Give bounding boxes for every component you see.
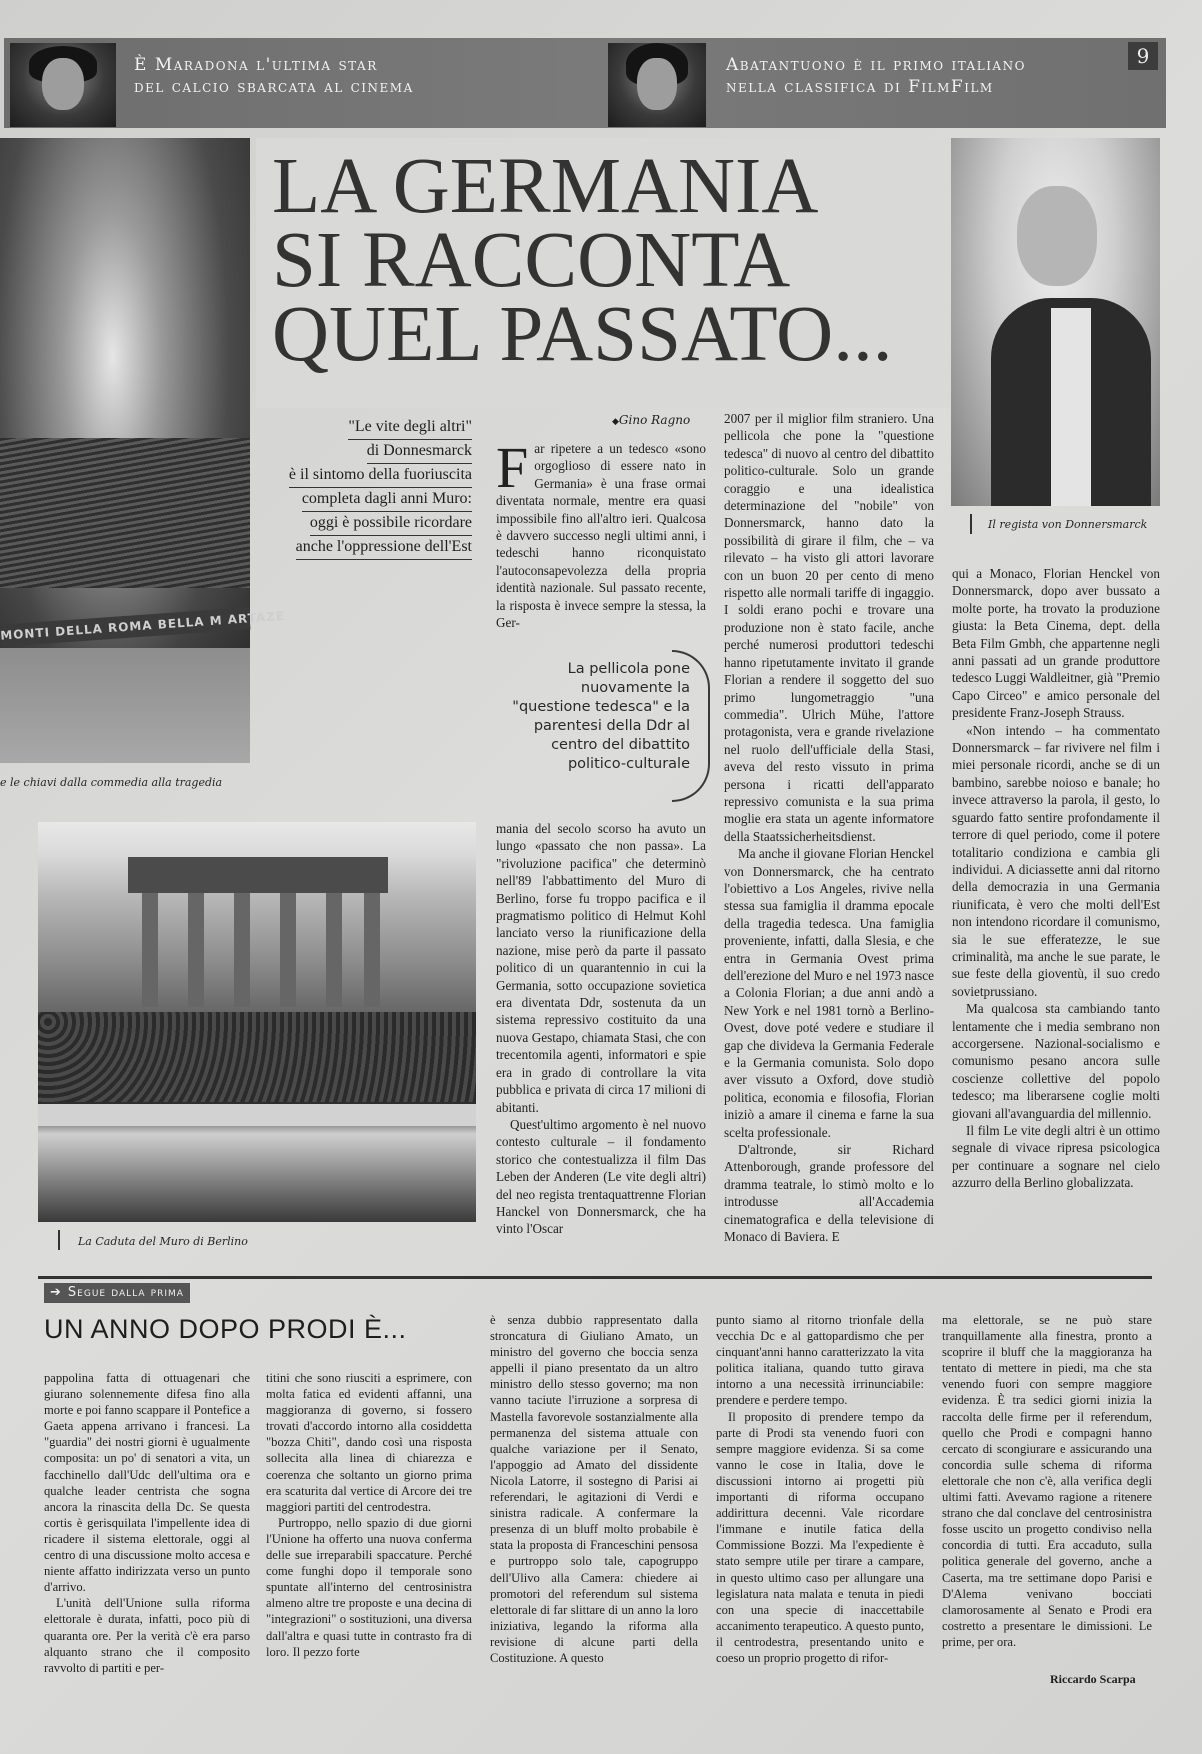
bottom-col3: è senza dubbio rappresentato dalla stroncatura di Giuliano Amato, un ministro del governo che boccia senza appelli il piano presentato da un altro ministro dello stesso governo; ma non vanno taciute l'irruzione a sorpresa di Mastella favorevole sostanzialmente alla permanenza del sistema attuale con qualche variazione per il Senato, l'appoggio ad Amato del dissidente Nicola Latorre, il sostegno di Parisi ai referendari, le agitazioni di Verdi e sinistra radicale. A confermare la presenza di un bluff molto probabile è stata la proposta di Franceschini pensosa e purtroppo solo tale, capogruppo dell'Ulivo alla Camera: chiedere ai promotori del referendum sul sistema elettorale di far slittare di un anno la loro iniziativa, legando la riforma alla revisione di alcune parti della Costituzione. A questo bbox=[490, 1313, 698, 1665]
page-header bbox=[4, 38, 1166, 128]
newspaper-page: È Maradona l'ultima star del calcio sbarcata al cinema Abatantuono è il primo italiano nella classifica di FilmFilm 9 MONTI DELLA ROMA BELLA M ARTAZE e le chiavi dalla commedia alla tragedia LA GERMANIA SI RACCONTA QUEL PASSATO... Il regista von Donnersmarck "Le vite degli altri" di Donnesmarck è il sintomo della fuoriuscita completa dagli anni Muro: oggi è possibile ricordare anche l'oppressione dell'Est ◆ Gino Ragno F ar ripetere a un tedesco «sono orgoglioso di essere nato in Germania» è una frase ormai diventata normale, mentre era quasi impossibile fino all'altro ieri. Qualcosa è davvero successo negli ultimi anni, i tedeschi hanno riconquistato l'autoconsapevolezza della propria identità nazionale. Sul passato recente, la risposta è invece sempre la stessa, la Ger- La pellicola pone nuovamente la "questione tedesca" e la parentesi della Ddr al centro del dibattito politico-culturale mania del secolo scorso ha avuto un lungo «passato che non passa». La "rivoluzione pacifica" che determinò nell'89 l'abbattimento del Muro di Berlino, forse fu troppo pacifica e il pragmatismo politico di Helmut Kohl lanciato verso la riunificazione della nazione, mise però da parte il passato politico di un quarantennio in cui la Germania, sotto occupazione sovietica era diventata Ddr, sostenuta da un sistema repressivo costituito da una nuova Gestapo, chiamata Stasi, che con trecentomila agenti, informatori e spie era in grado di controllare la vita pubblica e privata di circa 17 milioni di abitanti. Quest'ultimo argomento è nel nuovo contesto culturale – il fondamento storico che contestualizza il film Das Leben der Anderen (Le vite degli altri) del neo regista trentaquattrenne Florian Hanckel von Donnersmarck, che ha vinto l'Oscar 2007 per il miglior film straniero. Una pellicola che pone la "questione tedesca" di nuovo al centro del dibattito politico-culturale. Solo un grande coraggio e una idealistica determinazione del "nobile" von Donnersmarck, hanno dato la possibilità di girare il film, che – va rilevato – ha visto gli attori lavorare con un buon 20 per cento di meno rispetto alle normali tariffe di ingaggio. I soldi erano pochi e trovare una produzione non è stato facile, anche perché numerosi produttori tedeschi hanno ripetutamente invitato il grande Florian a rendere il soggetto del suo primo lungometraggio "una commedia". Ulrich Mühe, l'attore protagonista, vera e grande rivelazione nel ruolo dell'ufficiale della Stasi, aveva del resto vissuto in prima persona i ricatti dell'apparato repressivo comunista e la sua prima moglie era stata un agente informatore della Staatssicherheitsdienst. Ma anche il giovane Florian Henckel von Donnersmarck, che ha centrato l'obiettivo a Los Angeles, rivive nella stessa sua famiglia il dramma epocale della tragedia tedesca. Una famiglia proveniente, infatti, dalla Slesia, e che entra in Germania Ovest prima dell'erezione del Muro e nel 1973 nasce a Colonia Florian; a due anni andò a New York e nel 1981 tornò a Berlino-Ovest, dove poté vedere e studiare il gap che divideva la Germania Federale e la Germania comunista. Solo dopo aver vissuto a Oxford, dove studiò politica, economia e filosofia, Florian iniziò a amare il cinema e farne la sua scelta professionale. D'altronde, sir Richard Attenborough, grande professore del dramma teatrale, lo stimò molto e lo introdusse all'Accademia cinematografica e della televisione di Monaco di Baviera. E qui a Monaco, Florian Henckel von Donnersmarck, dopo aver bussato a molte porte, ha trovato la produzione giusta: la Beta Cinema, dept. della Beta Film Gmbh, che appartenne negli anni passati ad un grande produttore tedesco Luggi Waldleitner, già "Premio Capo Circeo" e amico personale del presidente Franz-Joseph Strauss. «Non intendo – ha commentato Donnersmarck – far rivivere nel film i miei personale ricordi, anche se di un bambino, sarebbe noioso e banale; ho invece attraverso la parola, il gesto, lo sguardo fatto sentire profondamente il terrore di quel periodo, come il potere totalitario condiziona e cambia gli individui. A diciassette anni dal ritorno della democrazia in una Germania riunificata, è vero che molti dell'Est non intendono ricordare il comunismo, sia le sue efferatezze, le sue criminalità, ma anche le sue parate, le sue feste della gioventù, il suo credo sovietprussiano. Ma qualcosa sta cambiando tanto lentamente che i media sembrano non accorgersene. Nazional-socialismo e comunismo pesano ancora sulle coscienze collettive del popolo tedesco; ma liberarsene coglie molti giovani all'avanguardia del millennio. Il film Le vite degli altri è un ottimo segnale di vivace ripresa psicologica per continuare a sognare nel cielo azzurro della Berlino globalizzata. La Caduta del Muro di Berlino ➔ Segue dalla prima UN ANNO DOPO PRODI È... pappolina fatta di ottuagenari che giurano solennemente difesa fino alla morte e poi fanno scappare il Pontefice a Gaeta appena arrivano i francesi. La "guardia" dei nostri giorni è ugualmente composita: un po' di senatori a vita, un facchinello dall'Udc dell'ultima ora e qualche leader centrista che sogna ancora la rinascita della Dc. Se questa cortis è gerisquilata l'impellente idea di ricadere il sistema elettorale, oggi al centro di una discussione molto accesa e niente affatto indirizzata verso un punto d'arrivo. L'unità dell'Unione sulla riforma elettorale è durata, infatti, poco più di quaranta ore. Per la verità c'è era parso alquanto strano che il composito ravvolto di partiti e per- titini che sono riusciti a esprimere, con molta fatica ed evidenti affanni, una maggioranza di governo, si fossero trovati d'accordo intorno alla cosiddetta "bozza Chiti", dando così una risposta sollecita alla linea di chiarezza e coerenza che soltanto un giorno prima era scaturita dal vertice di Arcore dei tre maggiori partiti del centrodestra. Purtroppo, nello spazio di due giorni l'Unione ha offerto una nuova conferma delle sue irreparabili spaccature. Perché come funghi dopo il temporale sono spuntate all'interno del centrosinistra almeno altre tre proposte e una decina di "integrazioni" o sostituzioni, una diversa dall'altra e quasi tutte in contrasto fra di loro. Il pezzo forte è senza dubbio rappresentato dalla stroncatura di Giuliano Amato, un ministro del governo che boccia senza appelli il piano presentato da un altro ministro dello stesso governo; ma non vanno taciute l'irruzione a sorpresa di Mastella favorevole sostanzialmente alla permanenza del sistema attuale con qualche variazione per il Senato, l'appoggio ad Amato del dissidente Nicola Latorre, il sostegno di Parisi ai referendari, le agitazioni di Verdi e sinistra radicale. A confermare la presenza di un bluff molto probabile è stata la proposta di Franceschini pensosa e purtroppo solo tale, capogruppo dell'Ulivo alla Camera: chiedere ai promotori del referendum sul sistema elettorale di far slittare di un anno la loro iniziativa, legando la riforma alla revisione di alcune parti della Costituzione. A questo punto siamo al ritorno trionfale della vecchia Dc e al gattopardismo che per cinquant'anni hanno caratterizzato la vita politica italiana, quando tutto girava intorno a una necessità irrinunciabile: prendere e perdere tempo. Il proposito di prendere tempo da parte di Prodi sta venendo fuori con sempre maggiore evidenza. Si sa come vanno le cose in Italia, dove le discussioni intorno ai progetti più importanti di riforma occupano addirittura decenni. Vale ricordare l'immane e inutile fatica della Commissione Bozzi. Ma l'expediente è stato sempre utile per tirare a campare, in questo ultimo caso per allungare una legislatura nata malata e tenuta in piedi con una specie di inaccettabile accanimento terapeutico. A questo punto, il centrodestra, presentando unito e coeso un proprio progetto di rifor- ma elettorale, se ne può stare tranquillamente alla finestra, pronto a scoprire il bluff che la maggioranza ha tentato di mettere in piedi, ma che sta venendo fuori con sempre maggiore evidenza. È tra sedici giorni inizia la raccolta delle firme per il referendum, quello che Prodi e compagni hanno cercato di scongiurare e assicurando una concordia sulle schema di riforma elettorale che non c'è, alla verifica degli ultimi fatti. Avevamo ragione a ritenere strano che dal conclave del centrosinistra fosse uscito un progetto condiviso nella concordia di tutti. Era accaduto, sulla politica generale del governo, anche a Caserta, ma tre settimane dopo Parisi e D'Alema venivano bocciati clamorosamente al Senato e Prodi era costretto a presentare le dimissioni. Le prime, per ora. Riccardo Scarpa bbox=[0, 0, 1202, 1754]
bottom-col1: pappolina fatta di ottuagenari che giurano solennemente difesa fino alla morte e poi fanno scappare il Pontefice a Gaeta appena arrivano i francesi. La "guardia" dei nostri giorni è ugualmente composita: un po' di senatori a vita, un facchinello dall'Udc dell'ultima ora e qualche leader centrista che sogna ancora la rinascita della Dc. Se questa cortis è gerisquilata l'impellente idea di ricadere il sistema elettorale, oggi al centro di una discussione molto accesa e niente affatto indirizzata verso un punto d'arrivo. L'unità dell'Unione sulla riforma elettorale è durata, infatti, poco più di quaranta ore. Per la verità c'è era parso alquanto strano che il composito ravvolto di partiti e per- bbox=[44, 1371, 250, 1675]
pull-quote-arc bbox=[672, 650, 710, 802]
header-left-teaser[interactable]: È Maradona l'ultima star del calcio sbarcata al cinema bbox=[134, 55, 414, 97]
bottom-signature: Riccardo Scarpa bbox=[1050, 1672, 1136, 1686]
portrait-caption: Il regista von Donnersmarck bbox=[988, 518, 1148, 531]
maradona-photo bbox=[10, 43, 116, 127]
berlin-wall-photo bbox=[38, 822, 476, 1222]
bottom-col5: ma elettorale, se ne può stare tranquillamente alla finestra, pronto a scoprire il bluff che la maggioranza ha tentato di mettere in piedi, ma che sta venendo fuori con sempre maggiore evidenza. È tra sedici giorni inizia la raccolta delle firme per il referendum, quello che Prodi e compagni hanno cercato di scongiurare e assicurando una concordia sulle schema di riforma elettorale che non c'è, alla verifica degli ultimi fatti. Avevamo ragione a ritenere strano che dal conclave del centrosinistra fosse uscito un progetto condiviso nella concordia di tutti. Era accaduto, sulla politica generale del governo, anche a Caserta, ma tre settimane dopo Parisi e D'Alema venivano bocciati clamorosamente al Senato e Prodi era costretto a presentare le dimissioni. Le prime, per ora. bbox=[942, 1313, 1152, 1649]
stadium-banner: MONTI DELLA ROMA BELLA M ARTAZE bbox=[0, 607, 250, 646]
stadium-caption: e le chiavi dalla commedia alla tragedia bbox=[0, 776, 223, 789]
arrow-right-icon: ➔ bbox=[50, 1285, 62, 1300]
caption-bar bbox=[970, 514, 972, 534]
bottom-col4: punto siamo al ritorno trionfale della vecchia Dc e al gattopardismo che per cinquant'anni hanno caratterizzato la vita politica italiana, quando tutto girava intorno a una necessità irrinunciabile: prendere e perdere tempo. Il proposito di prendere tempo da parte di Prodi sta venendo fuori con sempre maggiore evidenza. Si sa come vanno le cose in Italia, dove le discussioni intorno ai progetti più importanti di riforma occupano addirittura decenni. Vale ricordare l'immane e inutile fatica della Commissione Bozzi. Ma l'expediente è stato sempre utile per tirare a campare, in questo ultimo caso per allungare una legislatura nata malata e tenuta in piedi con una specie di inaccettabile accanimento terapeutico. A questo punto, il centrodestra, presentando unito e coeso un proprio progetto di rifor- bbox=[716, 1313, 924, 1665]
article-col2: 2007 per il miglior film straniero. Una pellicola che pone la "questione tedesca" di nuovo al centro del dibattito politico-culturale. Solo un grande coraggio e una idealistica determinazione del "nobile" von Donnersmarck, hanno dato la possibilità di girare il film, che – va rilevato – ha visto gli attori lavorare con un buon 20 per cento di meno rispetto alle normali tariffe di ingaggio. I soldi erano pochi e trovare una produzione non è stato facile, anche perché numerosi produttori tedeschi hanno ripetutamente invitato il grande Florian a rendere il soggetto del suo primo lungometraggio "una commedia". Ulrich Mühe, l'attore protagonista, vera e grande rivelazione nel ruolo dell'ufficiale della Stasi, aveva del resto vissuto in prima persona i ricatti dell'apparato repressivo comunista e la sua prima moglie era stata un agente informatore della Staatssicherheitsdienst. Ma anche il giovane Florian Henckel von Donnersmarck, che ha centrato l'obiettivo a Los Angeles, rivive nella stessa sua famiglia il dramma epocale della tragedia tedesca. Una famiglia proveniente, infatti, dalla Slesia, e che entra in Germania Ovest prima dell'erezione del Muro e nel 1973 nasce a Colonia Florian; a due anni andò a New York e nel 1981 tornò a Berlino-Ovest, dove poté vedere e studiare il gap che divideva la Germania Federale e la Germania comunista. Solo dopo aver vissuto a Oxford, dove studiò politica, economia e filosofia, Florian iniziò a amare il cinema e farne la sua scelta professionale. D'altronde, sir Richard Attenborough, grande professore del dramma teatrale, lo stimò molto e lo introdusse all'Accademia cinematografica e della televisione di Monaco di Baviera. E bbox=[724, 411, 934, 1245]
article-col1-bottom: mania del secolo scorso ha avuto un lungo «passato che non passa». La "rivoluzione pacifica" che determinò nell'89 l'abbattimento del Muro di Berlino, forse fu troppo pacifica e il pragmatismo politico di Helmut Kohl lanciato verso la riunificazione della nazione, mise però da parte il passato politico di un quarantennio in cui la Germania, sotto occupazione sovietica era diventata Ddr, sostenuta da un sistema repressivo costituito da una nuova Gestapo, chiamata Stasi, che con trecentomila agenti, informatori e spie era in grado di controllare la vita pubblica e privata di circa 17 milioni di abitanti. Quest'ultimo argomento è nel nuovo contesto culturale – il fondamento storico che contestualizza il film Das Leben der Anderen (Le vite degli altri) del neo regista trentaquattrenne Florian Hanckel von Donnersmarck, che ha vinto l'Oscar bbox=[496, 821, 706, 1237]
segue-label[interactable]: ➔ Segue dalla prima bbox=[44, 1283, 190, 1303]
page-number: 9 bbox=[1128, 42, 1158, 70]
bottom-article-title: UN ANNO DOPO PRODI È... bbox=[44, 1314, 407, 1344]
stadium-photo bbox=[0, 138, 286, 763]
header-right-teaser[interactable]: Abatantuono è il primo italiano nella classifica di FilmFilm bbox=[726, 55, 1026, 97]
pull-quote: La pellicola pone nuovamente la "questione tedesca" e la parentesi della Ddr al centro del dibattito politico-culturale bbox=[512, 661, 690, 772]
article-title: LA GERMANIA SI RACCONTA QUEL PASSATO... bbox=[272, 143, 893, 378]
caption-bar bbox=[58, 1230, 60, 1250]
article-byline: ◆ Gino Ragno bbox=[612, 413, 702, 427]
article-col1-top: F ar ripetere a un tedesco «sono orgoglioso di essere nato in Germania» è una frase ormai diventata normale, mentre era quasi impossibile fino all'altro ieri. Qualcosa è davvero successo negli ultimi anni, i tedeschi hanno riconquistato l'autoconsapevolezza della propria identità nazionale. Sul passato recente, la risposta è invece sempre la stessa, la Ger- bbox=[496, 435, 706, 631]
bottom-col2: titini che sono riusciti a esprimere, con molta fatica ed evidenti affanni, una maggioranza di governo, si fossero trovati d'accordo intorno alla cosiddetta "bozza Chiti", dando così una risposta sollecita alla linea di chiarezza e coerenza che soltanto un giorno prima era scaturita dal vertice di Arcore dei tre maggiori partiti del centrodestra. Purtroppo, nello spazio di due giorni l'Unione ha offerto una nuova conferma delle sue irreparabili spaccature. Perché come funghi dopo il temporale sono spuntate all'interno del centrosinistra almeno altre tre proposte e una decina di "integrazioni" o sostituzioni, una diversa dall'altra e quasi tutte in contrasto fra di loro. Il pezzo forte bbox=[266, 1371, 472, 1659]
dropcap: F bbox=[496, 435, 529, 500]
article-col3: qui a Monaco, Florian Henckel von Donnersmarck, dopo aver bussato a molte porte, ha trovato la produzione giusta: la Beta Cinema, dept. della Beta Film Gmbh, che appartenne negli anni passati ad un grande produttore tedesco Luggi Waldleitner, già "Premio Capo Circeo" e amico personale del presidente Franz-Joseph Strauss. «Non intendo – ha commentato Donnersmarck – far rivivere nel film i miei personale ricordi, anche se di un bambino, sarebbe noioso e banale; ho invece attraverso la parola, il gesto, lo sguardo fatto sentire profondamente il terrore di quel periodo, come il potere totalitario condiziona e cambia gli individui. A diciassette anni dal ritorno della democrazia in una Germania riunificata, è vero che molti dell'Est non intendono ricordare il comunismo, sia le sue efferatezze, le sue criminalità, ma anche le sue parate, le sue feste della gioventù, il suo credo sovietprussiano. Ma qualcosa sta cambiando tanto lentamente che i media sembrano non accorgersene. Nazional-socialismo e comunismo pesano ancora sulle coscienze collettive del popolo tedesco; ma liberarsene coglie molti giovani all'avanguardia del millennio. Il film Le vite degli altri è un ottimo segnale di vivace ripresa psicologica per continuare a sognare nel cielo azzurro della Berlino globalizzata. bbox=[952, 566, 1160, 1191]
berlin-caption: La Caduta del Muro di Berlino bbox=[78, 1235, 248, 1248]
abatantuono-photo bbox=[608, 43, 706, 127]
director-photo bbox=[951, 138, 1160, 506]
section-divider bbox=[38, 1276, 1152, 1279]
